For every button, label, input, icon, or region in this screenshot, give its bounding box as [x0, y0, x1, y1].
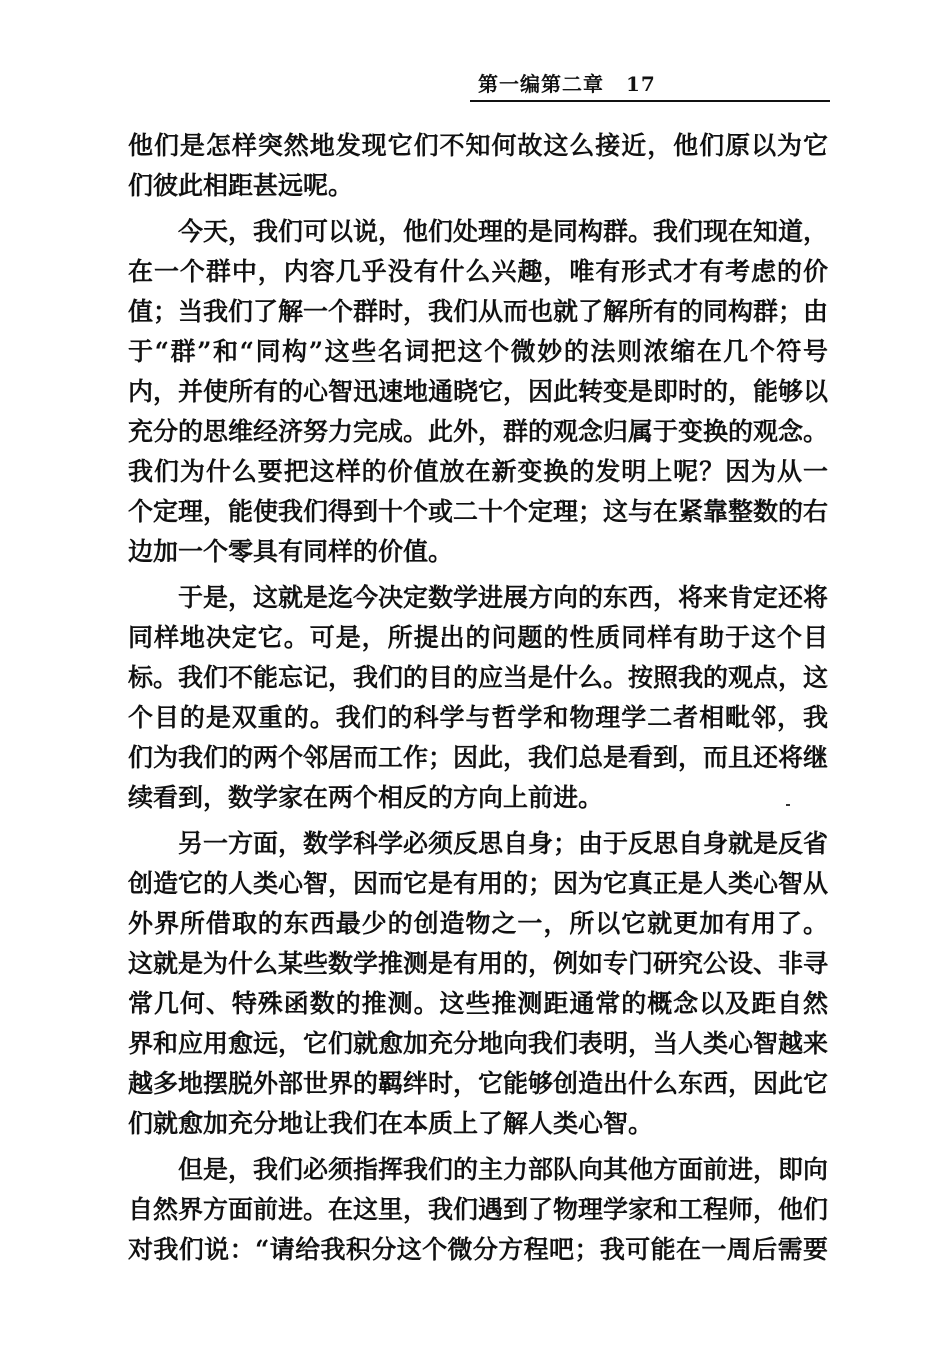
text-line: 今天，我们可以说，他们处理的是同构群。我们现在知道， — [128, 217, 828, 246]
paragraph-2 — [128, 212, 828, 572]
text-line: 在一个群中，内容几乎没有什么兴趣，唯有形式才有考虑的价 — [128, 257, 828, 286]
text-line: 于是，这就是迄今决定数学进展方向的东西，将来肯定还将 — [128, 583, 828, 612]
text-line: 同样地决定它。可是，所提出的问题的性质同样有助于这个目 — [128, 623, 828, 652]
paragraph-4 — [128, 824, 828, 1144]
text-line: 自然界方面前进。在这里，我们遇到了物理学家和工程师，他们 — [128, 1195, 828, 1224]
header-page-number: 17 — [626, 72, 656, 96]
text-line: 创造它的人类心智，因而它是有用的；因为它真正是人类心智从 — [128, 869, 828, 898]
paragraph-1 — [128, 126, 828, 206]
text-line: 充分的思维经济努力完成。此外，群的观念归属于变换的观念。 — [128, 417, 828, 446]
text-line: 内，并使所有的心智迅速地通晓它，因此转变是即时的，能够以 — [128, 377, 828, 406]
header-rule — [470, 100, 830, 102]
scan-speck — [786, 804, 790, 806]
body-text — [128, 126, 828, 1270]
text-line: 们彼此相距甚远呢。 — [128, 171, 354, 200]
text-line: 对我们说：“请给我积分这个微分方程吧；我可能在一周后需要 — [128, 1235, 828, 1264]
text-line: 续看到，数学家在两个相反的方向上前进。 — [128, 783, 604, 812]
paragraph-3 — [128, 578, 828, 818]
text-line: 值；当我们了解一个群时，我们从而也就了解所有的同构群；由 — [128, 297, 828, 326]
text-line: 个定理，能使我们得到十个或二十个定理；这与在紧靠整数的右 — [128, 497, 828, 526]
text-line: 越多地摆脱外部世界的羁绊时，它能够创造出什么东西，因此它 — [128, 1069, 828, 1098]
text-line: 外界所借取的东西最少的创造物之一，所以它就更加有用了。 — [128, 909, 828, 938]
text-line: 这就是为什么某些数学推测是有用的，例如专门研究公设、非寻 — [128, 949, 828, 978]
text-line: 标。我们不能忘记，我们的目的应当是什么。按照我的观点，这 — [128, 663, 828, 692]
running-header — [470, 68, 830, 104]
text-line: 个目的是双重的。我们的科学与哲学和物理学二者相毗邻，我 — [128, 703, 828, 732]
paragraph-5 — [128, 1150, 828, 1270]
text-line: 他们是怎样突然地发现它们不知何故这么接近，他们原以为它 — [128, 131, 828, 160]
text-line: 们就愈加充分地让我们在本质上了解人类心智。 — [128, 1109, 654, 1138]
text-line: 们为我们的两个邻居而工作；因此，我们总是看到，而且还将继 — [128, 743, 828, 772]
header-chapter: 第一编第二章 — [478, 72, 604, 96]
text-line: 我们为什么要把这样的价值放在新变换的发明上呢？因为从一 — [128, 457, 828, 486]
text-line: 于“群”和“同构”这些名词把这个微妙的法则浓缩在几个符号 — [128, 337, 828, 366]
text-line: 另一方面，数学科学必须反思自身；由于反思自身就是反省 — [128, 829, 828, 858]
text-line: 界和应用愈远，它们就愈加充分地向我们表明，当人类心智越来 — [128, 1029, 828, 1058]
header-text — [478, 68, 656, 97]
text-line: 常几何、特殊函数的推测。这些推测距通常的概念以及距自然 — [128, 989, 828, 1018]
text-line: 边加一个零具有同样的价值。 — [128, 537, 454, 566]
text-line: 但是，我们必须指挥我们的主力部队向其他方面前进，即向 — [128, 1155, 828, 1184]
